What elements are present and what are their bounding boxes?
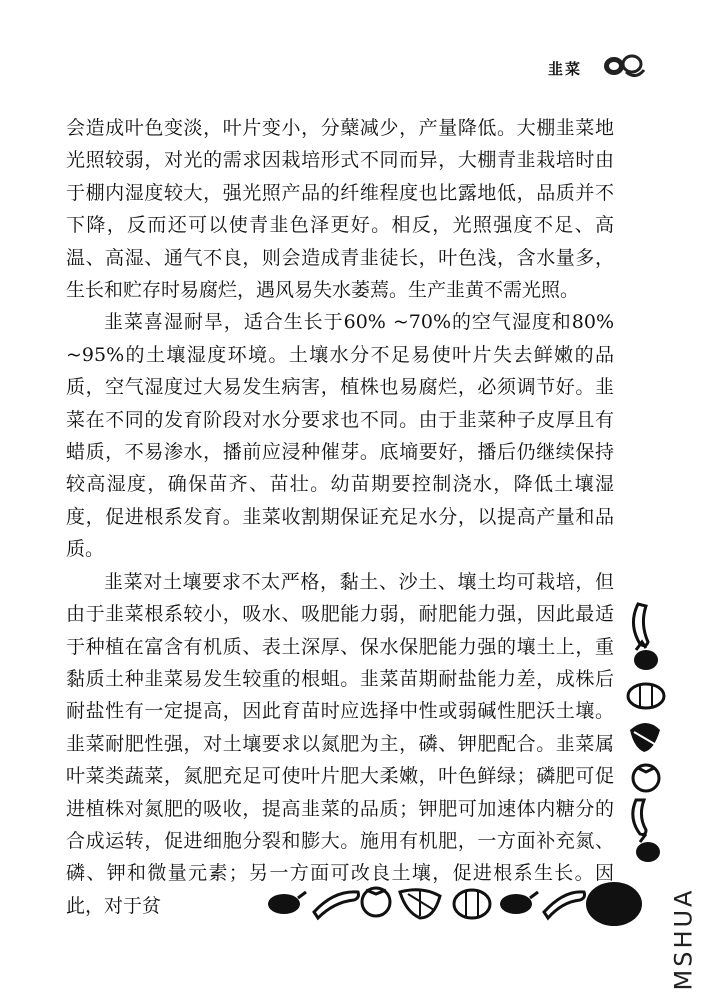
eggplant-icon <box>268 892 306 914</box>
body-text <box>66 112 614 922</box>
tomato-icon <box>633 765 659 791</box>
cucumber-icon <box>544 892 585 918</box>
eggplant-icon <box>500 892 538 914</box>
paragraph-1: 会造成叶色变淡，叶片变小，分蘖减少，产量降低。大棚韭菜地光照较弱，对光的需求因栽培形式不同而异，大棚青韭栽培时由于棚内湿度较大，强光照产品的纤维程度也比露地低，品质并不下降，反而还可以使青韭色泽更好。相反，光照强度不足、高温、高湿、通气不良，则会造成青韭徒长，叶色浅，含水量多，生长和贮存时易腐烂，遇风易失水萎蔫。生产韭黄不需光照。 <box>66 117 614 302</box>
pumpkin-icon <box>454 890 490 918</box>
paragraph-3: 韭菜对土壤要求不太严格，黏土、沙土、壤土均可栽培，但由于韭菜根系较小，吸水、吸肥能力弱，耐肥能力强，因此最适于种植在富含有机质、表土深厚、保水保肥能力强的壤土上，重黏质土种韭菜易发生较重的根蛆。韭菜苗期耐盐能力差，成株后耐盐性有一定提高，因此育苗时应选择中性或弱碱性肥沃土壤。韭菜耐肥性强，对土壤要求以氮肥为主，磷、钾肥配合。韭菜属叶菜类蔬菜，氮肥充足可使叶片肥大柔嫩，叶色鲜绿；磷肥可促进植株对氮肥的吸收，提高韭菜的品质；钾肥可加速体内糖分的合成运转，促进细胞分裂和膨大。施用有机肥，一方面补充氮、磷、钾和微量元素；另一方面可改良土壤，促进根系生长。因此，对于贫 <box>66 570 614 917</box>
cucumber-icon <box>633 604 648 646</box>
garlic-icon <box>630 723 660 752</box>
eggplant-icon <box>636 834 660 862</box>
bottom-vegetable-band <box>262 878 642 928</box>
running-header: 韭菜 <box>548 60 583 78</box>
eggplant-icon <box>634 642 658 670</box>
page-blob-icon <box>586 882 642 926</box>
watermark-text: MSHUA <box>669 887 698 991</box>
pumpkin-icon <box>628 684 664 708</box>
cucumber-icon <box>314 892 359 918</box>
watermark <box>669 885 702 995</box>
tomato-icon <box>362 888 390 916</box>
garlic-icon <box>400 890 440 918</box>
paragraph-2: 韭菜喜湿耐旱，适合生长于60% ~70%的空气湿度和80% ~95%的土壤湿度环境。土壤水分不足易使叶片失去鲜嫩的品质，空气湿度过大易发生病害，植株也易腐烂，必须调节好。韭菜在不同的发育阶段对水分要求也不同。由于韭菜种子皮厚且有蜡质，不易渗水，播前应浸种催芽。底墒要好，播后仍继续保持较高湿度，确保苗齐、苗壮。幼苗期要控制浇水，降低土壤湿度，促进根系发育。韭菜收割期保证充足水分，以提高产量和品质。 <box>66 311 614 561</box>
side-vegetable-column <box>620 600 670 870</box>
cucumber-icon <box>633 800 646 835</box>
vegetable-cluster-icon <box>602 52 646 80</box>
